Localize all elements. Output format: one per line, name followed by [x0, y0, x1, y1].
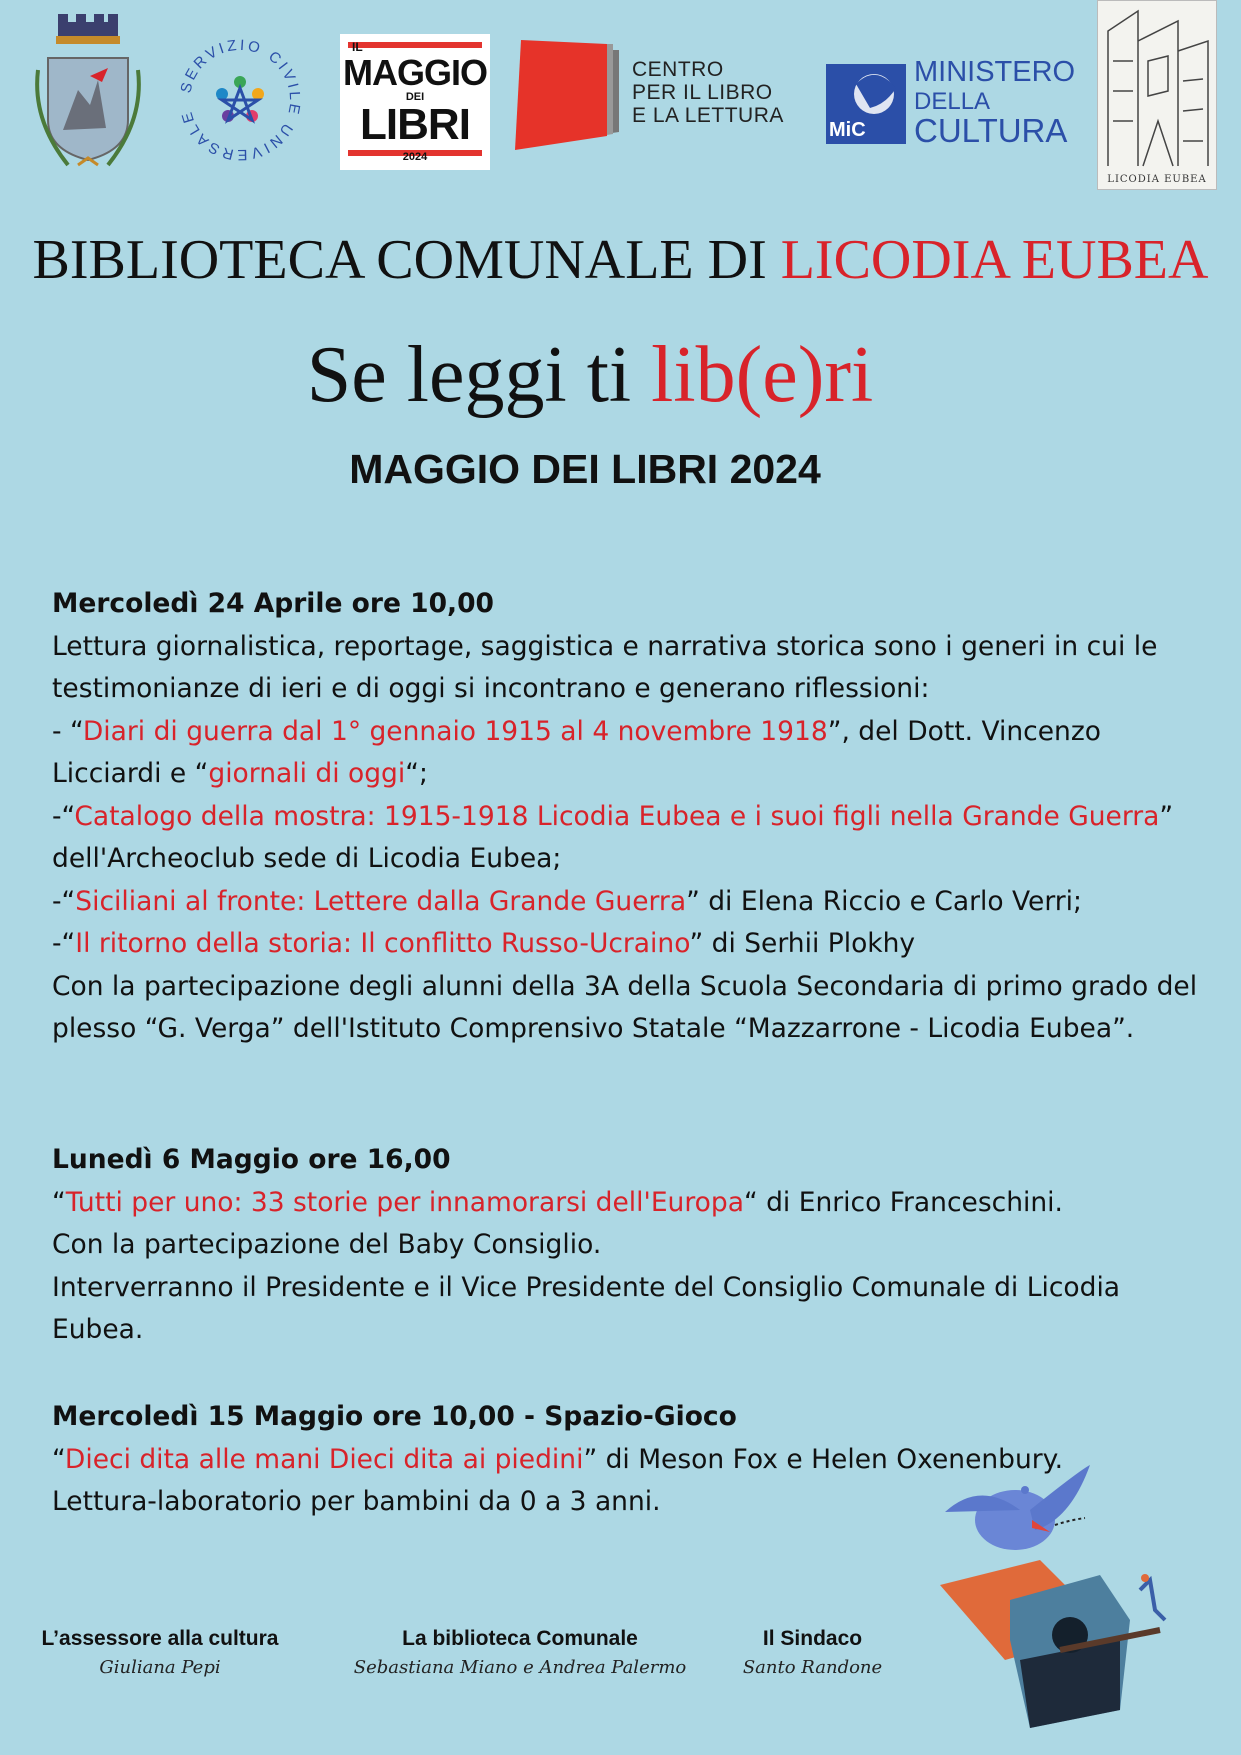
svg-text:SERVIZIO CIVILE UNIVERSALE: SERVIZIO CIVILE UNIVERSALE: [177, 36, 304, 164]
event-line: Interverranno il Presidente e il Vice Presidente del Consiglio Comunale di Licodia Eubea.: [52, 1271, 1121, 1345]
event-block-2: [52, 1139, 1202, 1352]
event-closing: Con la partecipazione degli alunni della 3A della Scuola Secondaria di primo grado del plesso “G. Verga” dell'Istituto Comprensivo Statale “Mazzarrone - Licodia Eubea”.: [52, 970, 1198, 1044]
list-item: -“Il ritorno della storia: Il conflitto Russo-Ucraino” di Serhii Plokhy: [52, 928, 916, 959]
mic-line2: DELLA: [914, 88, 991, 115]
town-sketch-image: [1097, 0, 1217, 190]
signature-biblioteca: [340, 1627, 700, 1678]
list-item: - “Diari di guerra dal 1° gennaio 1915 al 4 novembre 1918”, del Dott. Vincenzo Licciardi e “giornali di oggi“;: [52, 715, 1101, 789]
sketch-caption: LICODIA EUBEA: [1107, 174, 1207, 185]
ministero-cultura-logo: [826, 58, 1076, 148]
cepell-line3: E LA LETTURA: [632, 104, 784, 127]
signature-name: Sebastiana Miano e Andrea Palermo: [353, 1657, 687, 1678]
signature-assessore: [20, 1627, 300, 1678]
signature-sindaco: [730, 1627, 895, 1678]
list-item: -“Siciliani al fronte: Lettere dalla Grande Guerra” di Elena Riccio e Carlo Verri;: [52, 885, 1082, 917]
signature-role: L’assessore alla cultura: [41, 1627, 279, 1650]
signature-role: La biblioteca Comunale: [402, 1627, 638, 1650]
slogan: Se leggi ti lib(e)ri: [306, 331, 874, 419]
event-intro: Lettura giornalistica, reportage, saggistica e narrativa storica sono i generi in cui le testimonianze di ieri e di oggi si incontrano e generano riflessioni:: [52, 630, 1158, 704]
event-block-1: [52, 583, 1202, 1051]
event-heading: Lunedì 6 Maggio ore 16,00: [52, 1144, 451, 1175]
signature-role: Il Sindaco: [762, 1627, 863, 1650]
birdhouse-illustration: [910, 1460, 1200, 1730]
signature-name: Santo Randone: [742, 1657, 883, 1678]
signature-name: Giuliana Pepi: [99, 1657, 221, 1678]
servizio-civile-logo: [170, 30, 310, 170]
library-title: BIBLIOTECA COMUNALE DI LICODIA EUBEA: [32, 229, 1209, 291]
event-line: Con la partecipazione del Baby Consiglio.: [52, 1229, 602, 1260]
mic-badge: MiC: [826, 64, 906, 144]
cepell-line2: PER IL LIBRO: [632, 81, 773, 104]
event-line: Lettura-laboratorio per bambini da 0 a 3 anni.: [52, 1486, 661, 1517]
mic-line1: MINISTERO: [914, 56, 1076, 88]
event-book: “Tutti per uno: 33 storie per innamorarsi dell'Europa“ di Enrico Franceschini.: [52, 1186, 1063, 1218]
event-book: “Dieci dita alle mani Dieci dita ai piedini” di Meson Fox e Helen Oxenenbury.: [52, 1443, 1064, 1475]
cepell-line1: CENTRO: [632, 58, 724, 81]
event-title: MAGGIO DEI LIBRI 2024: [349, 446, 821, 492]
mic-line3: CULTURA: [914, 112, 1068, 149]
list-item: -“Catalogo della mostra: 1915-1918 Licodia Eubea e i suoi figli nella Grande Guerra” dell'Archeoclub sede di Licodia Eubea;: [52, 800, 1174, 874]
maggio-dei-libri-logo: IL MAGGIO DEI LIBRI 2024: [340, 34, 490, 170]
cepell-logo: [515, 40, 805, 155]
event-heading: Mercoledì 15 Maggio ore 10,00 - Spazio-Gioco: [52, 1401, 737, 1432]
event-heading: Mercoledì 24 Aprile ore 10,00: [52, 588, 494, 619]
town-crest-logo: [28, 10, 148, 180]
